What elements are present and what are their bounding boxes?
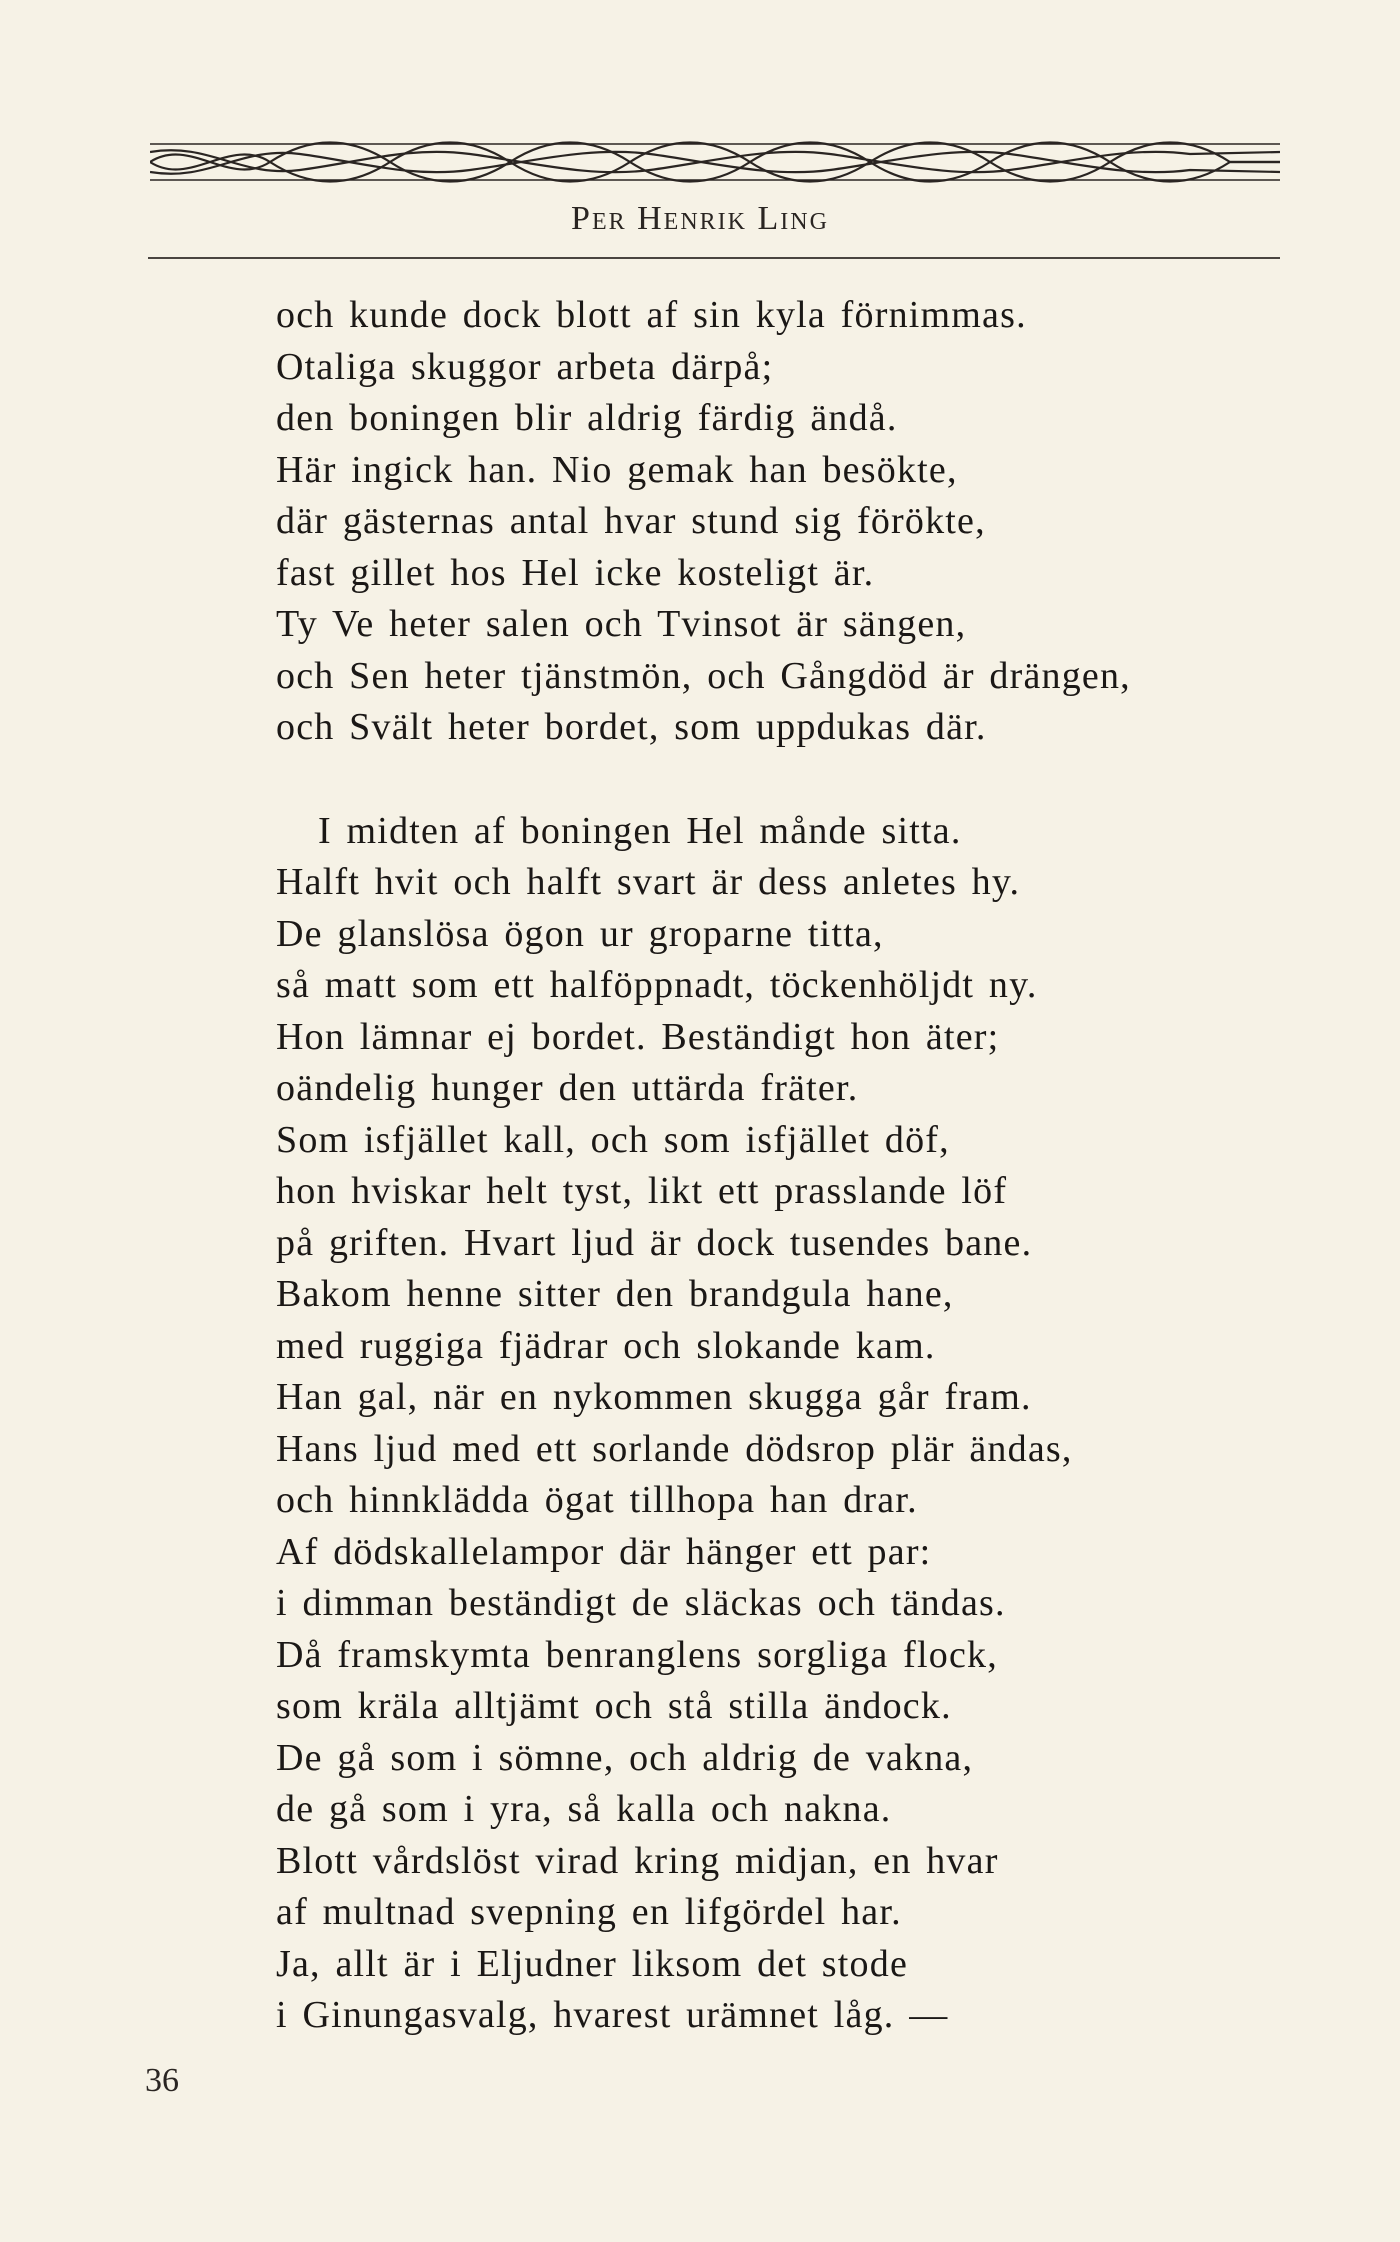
poem-line: Otaliga skuggor arbeta därpå; bbox=[276, 345, 774, 388]
poem-body bbox=[276, 290, 1276, 2042]
poem-line: oändelig hunger den uttärda fräter. bbox=[276, 1067, 859, 1109]
poem-line: Ja, allt är i Eljudner liksom det stode bbox=[276, 1942, 909, 1985]
poem-line: Blott vårdslöst virad kring midjan, en hvar bbox=[276, 1839, 999, 1882]
poem-line: och hinnklädda ögat tillhopa han drar. bbox=[276, 1479, 918, 1521]
poem-line: i Ginungasvalg, hvarest urämnet låg. — bbox=[276, 1994, 949, 2036]
poem-line: som kräla alltjämt och stå stilla ändock. bbox=[276, 1685, 952, 1727]
poem-line: och Svält heter bordet, som uppdukas där. bbox=[276, 706, 987, 748]
poem-line: och Sen heter tjänstmön, och Gångdöd är drängen, bbox=[276, 654, 1131, 697]
page-number: 36 bbox=[145, 2062, 179, 2099]
poem-line: Han gal, när en nykommen skugga går fram. bbox=[276, 1376, 1032, 1418]
poem-line: den boningen blir aldrig färdig ändå. bbox=[276, 397, 898, 439]
braided-knot-border-icon bbox=[150, 140, 1280, 184]
poem-line: af multnad svepning en lifgördel har. bbox=[276, 1891, 902, 1933]
poem-line: hon hviskar helt tyst, likt ett prasslande löf bbox=[276, 1170, 1008, 1212]
stanza bbox=[276, 290, 1276, 754]
poem-line: i dimman beständigt de släckas och tändas. bbox=[276, 1582, 1006, 1624]
stanza bbox=[276, 806, 1276, 2042]
poem-line: Bakom henne sitter den brandgula hane, bbox=[276, 1273, 954, 1315]
header-divider bbox=[148, 257, 1280, 259]
poem-line: där gästernas antal hvar stund sig förökte, bbox=[276, 500, 986, 542]
poem-line: Här ingick han. Nio gemak han besökte, bbox=[276, 448, 958, 491]
poem-line: Hans ljud med ett sorlande dödsrop plär ändas, bbox=[276, 1427, 1073, 1470]
poem-line: De glanslösa ögon ur groparne titta, bbox=[276, 912, 884, 955]
poem-line: Som isfjället kall, och som isfjället döf, bbox=[276, 1118, 950, 1161]
poem-line: Ty Ve heter salen och Tvinsot är sängen, bbox=[276, 603, 967, 645]
poem-line: Af dödskallelampor där hänger ett par: bbox=[276, 1530, 932, 1573]
poem-line: De gå som i sömne, och aldrig de vakna, bbox=[276, 1736, 974, 1779]
poem-line: fast gillet hos Hel icke kosteligt är. bbox=[276, 551, 875, 594]
poem-line: Då framskymta benranglens sorgliga flock, bbox=[276, 1633, 998, 1676]
poem-line: med ruggiga fjädrar och slokande kam. bbox=[276, 1324, 936, 1367]
poem-line: så matt som ett halföppnadt, töckenhöljdt ny. bbox=[276, 964, 1038, 1006]
poem-line: Hon lämnar ej bordet. Beständigt hon äter; bbox=[276, 1015, 1000, 1058]
poem-line: I midten af boningen Hel månde sitta. bbox=[318, 809, 962, 852]
poem-line: på griften. Hvart ljud är dock tusendes bane. bbox=[276, 1221, 1033, 1264]
poem-line: de gå som i yra, så kalla och nakna. bbox=[276, 1788, 892, 1830]
poem-line: Halft hvit och halft svart är dess anletes hy. bbox=[276, 861, 1021, 903]
running-header-title: Per Henrik Ling bbox=[571, 200, 829, 237]
poem-line: och kunde dock blott af sin kyla förnimmas. bbox=[276, 294, 1027, 336]
